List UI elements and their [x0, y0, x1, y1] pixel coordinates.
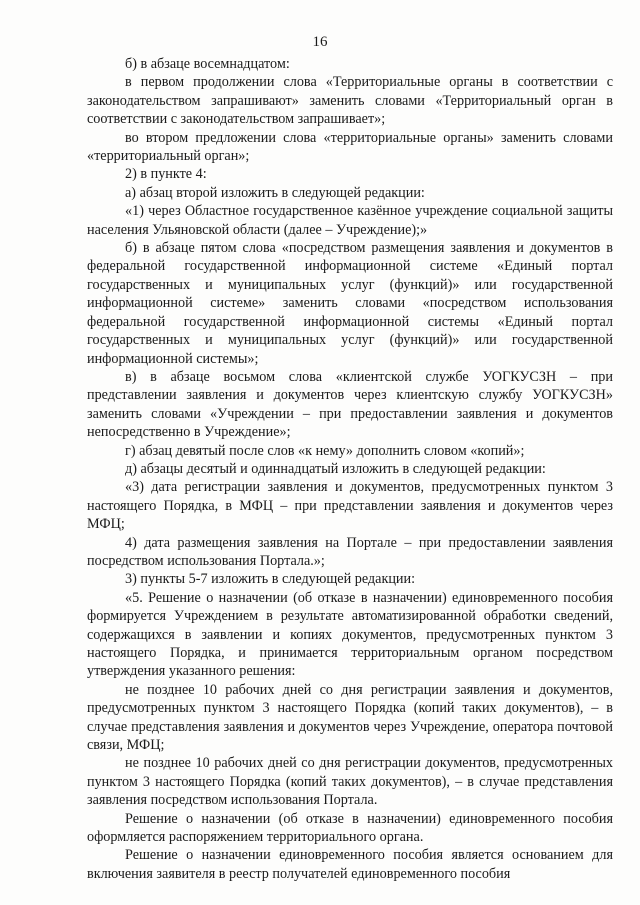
paragraph: 4) дата размещения заявления на Портале – при предоставлении заявления посредством использования Портала.»;: [87, 534, 613, 569]
paragraph: «5. Решение о назначении (об отказе в назначении) единовременного пособия формируется Учреждением в результате автоматизированной обработки сведений, содержащихся в заявлении и копиях документов, предусмотренных пунктом 3 настоящего Порядка, и принимается территориальным органом посредством утверждения указанного решения:: [87, 589, 613, 680]
paragraph: б) в абзаце пятом слова «посредством размещения заявления и документов в федеральной государственной информационной системе «Единый портал государственных и муниципальных услуг (функций)» или государственной информационной системе» заменить словами «посредством использования федеральной государственной информационной системы «Единый портал государственных и муниципальных услуг (функций)» или государственной информационной системы»;: [87, 240, 613, 367]
paragraph: д) абзацы десятый и одиннадцатый изложить в следующей редакции:: [125, 460, 546, 477]
paragraph: Решение о назначении (об отказе в назначении) единовременного пособия оформляется распоряжением территориального органа.: [87, 810, 613, 846]
paragraph: 2) в пункте 4:: [125, 166, 207, 183]
page-number: 16: [312, 34, 328, 50]
document-body: [87, 55, 613, 883]
paragraph: «1) через Областное государственное казённое учреждение социальной защиты населения Ульяновской области (далее – Учреждение);»: [87, 203, 613, 238]
paragraph: в первом продолжении слова «Территориальные органы в соответствии с законодательством запрашивают» заменить словами «Территориальный орган в соответствии с законодательством запрашивает»;: [87, 74, 613, 128]
paragraph: б) в абзаце восемнадцатом:: [125, 56, 290, 72]
paragraph: во втором предложении слова «территориальные органы» заменить словами «территориальный орган»;: [87, 129, 613, 165]
paragraph: в) в абзаце восьмом слова «клиентской службе УОГКУСЗН – при представлении заявления и документов через клиентскую службу УОГКУСЗН» заменить словами «Учреждении – при предоставлении заявления и документов непосредственно в Учреждение»;: [87, 368, 613, 441]
paragraph: а) абзац второй изложить в следующей редакции:: [125, 184, 425, 201]
paragraph: не позднее 10 рабочих дней со дня регистрации заявления и документов, предусмотренных пунктом 3 настоящего Порядка (копий таких документов), – в случае представления заявления и документов через Учреждение, оператора почтовой связи, МФЦ;: [87, 681, 613, 754]
paragraph: Решение о назначении единовременного пособия является основанием для включения заявителя в реестр получателей единовременного пособия: [87, 847, 613, 882]
paragraph: «3) дата регистрации заявления и документов, предусмотренных пунктом 3 настоящего Порядка, в МФЦ – при представлении заявления и документов через МФЦ;: [87, 479, 613, 533]
paragraph: не позднее 10 рабочих дней со дня регистрации документов, предусмотренных пунктом 3 настоящего Порядка (копий таких документов), – в случае представления заявления посредством использования Портала.: [87, 755, 613, 809]
paragraph: г) абзац девятый после слов «к нему» дополнить словом «копий»;: [125, 442, 525, 459]
paragraph: 3) пункты 5-7 изложить в следующей редакции:: [125, 571, 416, 588]
